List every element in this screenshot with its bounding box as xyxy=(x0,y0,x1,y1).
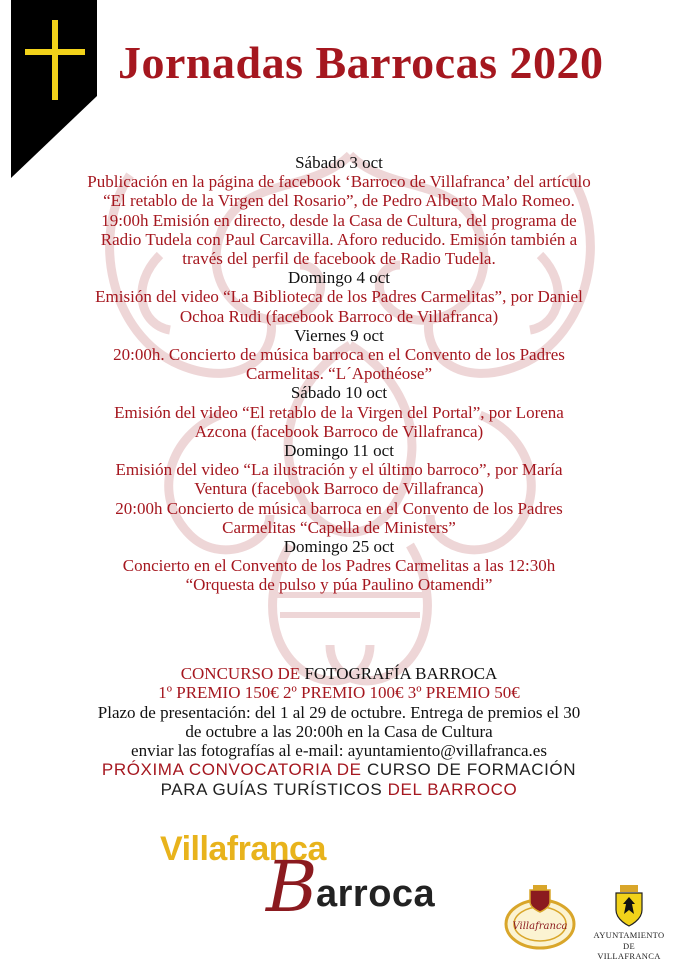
event-line: 20:00h. Concierto de música barroca en el Convento de los Padres xyxy=(113,345,565,365)
event-line: Emisión del video “El retablo de la Virgen del Portal”, por Lorena xyxy=(114,402,564,422)
villafranca-seal-icon xyxy=(500,882,580,952)
deadline-line: de octubre a las 20:00h en la Casa de Cultura xyxy=(185,721,493,741)
ayuntamiento-line: AYUNTAMIENTO xyxy=(593,930,665,940)
event-line: 20:00h Concierto de música barroca en el Convento de los Padres xyxy=(115,498,563,518)
logo-b-letter: B xyxy=(266,846,318,928)
day-heading: Viernes 9 oct xyxy=(294,325,384,345)
event-line: Ventura (facebook Barroco de Villafranca) xyxy=(194,479,484,499)
event-line: Carmelitas “Capella de Ministers” xyxy=(222,517,456,537)
event-line: través del perfil de facebook de Radio Tudela. xyxy=(182,249,496,269)
ayuntamiento-line: DE VILLAFRANCA xyxy=(597,941,661,961)
event-line: Azcona (facebook Barroco de Villafranca) xyxy=(194,421,484,441)
logo-villafranca-text: Villafranca xyxy=(160,830,326,868)
contest-heading xyxy=(0,664,678,683)
event-line: Emisión del video “La ilustración y el último barroco”, por María xyxy=(115,460,563,480)
course-line xyxy=(0,780,678,799)
course-line xyxy=(0,760,678,779)
course-dark: PARA GUÍAS TURÍSTICOS xyxy=(160,779,383,799)
course-dark: CURSO DE FORMACIÓN xyxy=(366,760,577,780)
seal-text: Villafranca xyxy=(512,921,568,932)
page-title: Jornadas Barrocas 2020 xyxy=(118,37,604,88)
program-schedule xyxy=(14,153,664,595)
event-line: “El retablo de la Virgen del Rosario”, de Pedro Alberto Malo Romeo. xyxy=(103,191,575,211)
course-red: PRÓXIMA CONVOCATORIA DE xyxy=(101,760,362,780)
photo-contest-section xyxy=(0,664,678,799)
event-line: Carmelitas. “L´Apothéose” xyxy=(246,364,432,384)
event-line: “Orquesta de pulso y púa Paulino Otamendi” xyxy=(185,575,493,595)
day-heading: Sábado 10 oct xyxy=(290,383,388,403)
day-heading: Domingo 25 oct xyxy=(283,537,395,557)
logo-barroca-text: arroca xyxy=(316,873,436,915)
day-heading: Domingo 11 oct xyxy=(284,441,394,461)
day-heading: Domingo 4 oct xyxy=(288,268,390,288)
event-line: 19:00h Emisión en directo, desde la Casa de Cultura, del programa de xyxy=(101,210,577,230)
event-line: Ochoa Rudi (facebook Barroco de Villafranca) xyxy=(179,306,499,326)
email-line: enviar las fotografías al e-mail: ayuntamiento@villafranca.es xyxy=(131,741,547,761)
event-line: Radio Tudela con Paul Carcavilla. Aforo reducido. Emisión también a xyxy=(100,229,578,249)
event-line: Publicación en la página de facebook ‘Barroco de Villafranca’ del artículo xyxy=(87,172,591,192)
contest-heading-red: CONCURSO DE xyxy=(180,664,301,683)
course-red: DEL BARROCO xyxy=(387,779,518,799)
contest-heading-dark: FOTOGRAFÍA BARROCA xyxy=(304,664,498,683)
event-line: Concierto en el Convento de los Padres Carmelitas a las 12:30h xyxy=(122,556,556,576)
day-heading: Sábado 3 oct xyxy=(295,153,383,172)
deadline-line: Plazo de presentación: del 1 al 29 de octubre. Entrega de premios el 30 xyxy=(97,702,581,722)
event-line: Emisión del video “La Biblioteca de los Padres Carmelitas”, por Daniel xyxy=(95,287,583,307)
prizes: 1º PREMIO 150€ 2º PREMIO 100€ 3º PREMIO 50€ xyxy=(158,683,520,703)
coat-of-arms-icon xyxy=(612,884,646,928)
